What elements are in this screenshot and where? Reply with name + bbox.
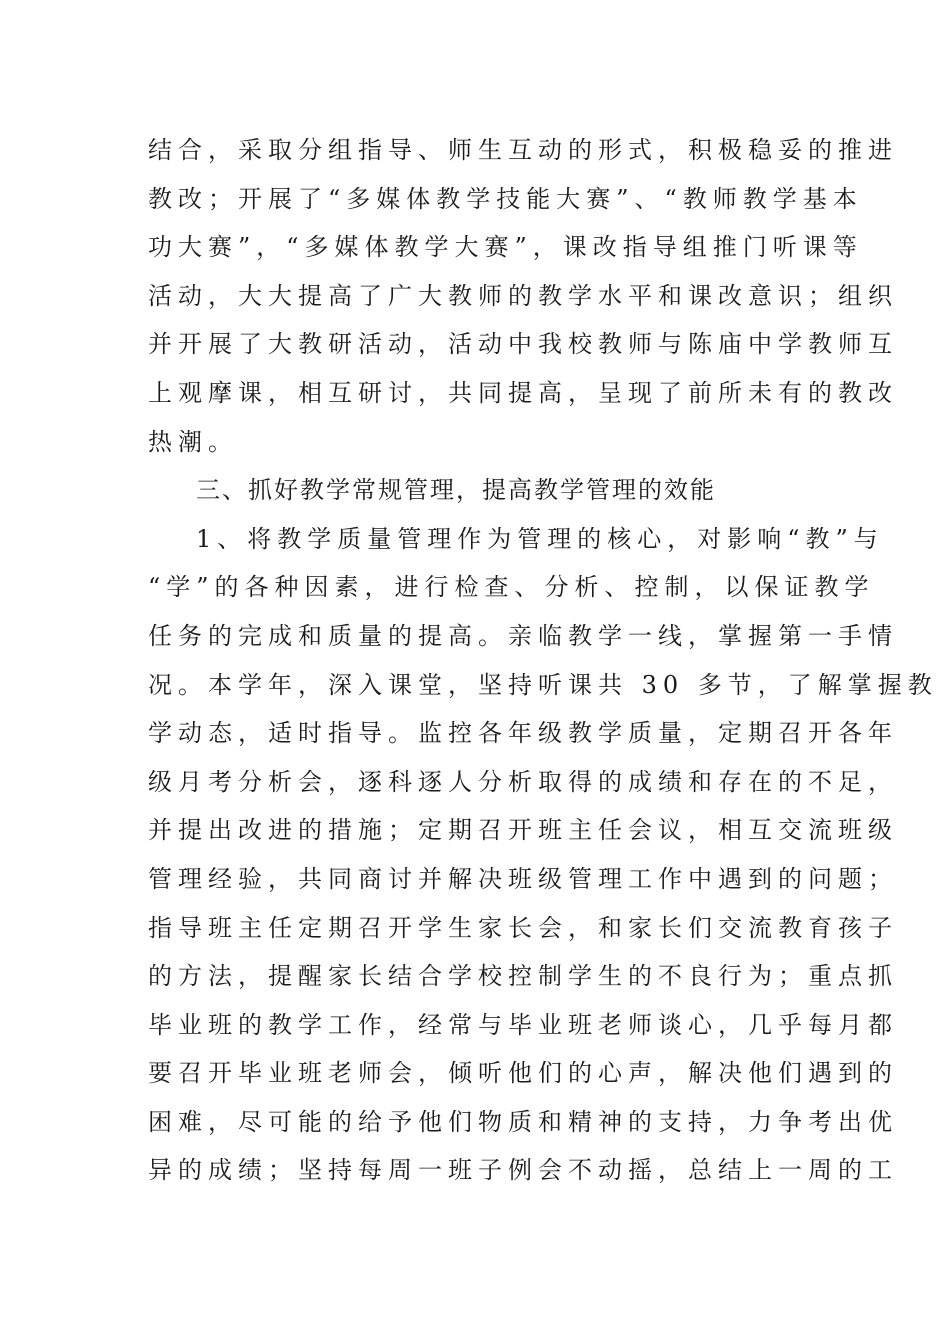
paragraph-2-line: 学动态，适时指导。监控各年级教学质量，定期召开各年 xyxy=(148,719,898,748)
paragraph-1-line: 并开展了大教研活动，活动中我校教师与陈庙中学教师互 xyxy=(148,330,898,359)
section-heading: 三、抓好教学常规管理，提高教学管理的效能 xyxy=(196,476,716,505)
paragraph-2-line: 异的成绩；坚持每周一班子例会不动摇，总结上一周的工 xyxy=(148,1156,898,1185)
paragraph-2-line: 级月考分析会，逐科逐人分析取得的成绩和存在的不足， xyxy=(148,767,898,796)
paragraph-1-line: 热潮。 xyxy=(148,427,238,456)
paragraph-2-line: 毕业班的教学工作，经常与毕业班老师谈心，几乎每月都 xyxy=(148,1010,898,1039)
paragraph-2-line: 1、将教学质量管理作为管理的核心，对影响“教”与 xyxy=(196,524,884,553)
paragraph-1-line: 上观摩课，相互研讨，共同提高，呈现了前所未有的教改 xyxy=(148,378,898,407)
paragraph-2-line: 管理经验，共同商讨并解决班级管理工作中遇到的问题； xyxy=(148,864,898,893)
paragraph-2-line: 要召开毕业班老师会，倾听他们的心声，解决他们遇到的 xyxy=(148,1059,898,1088)
paragraph-1-line: 活动，大大提高了广大教师的教学水平和课改意识；组织 xyxy=(148,281,898,310)
paragraph-2-line: 况。本学年，深入课堂，坚持听课共 30 多节，了解掌握教 xyxy=(148,670,938,699)
paragraph-2-line: “学”的各种因素，进行检查、分析、控制，以保证教学 xyxy=(148,573,875,602)
paragraph-2-line: 困难，尽可能的给予他们物质和精神的支持，力争考出优 xyxy=(148,1107,898,1136)
paragraph-2-line: 的方法，提醒家长结合学校控制学生的不良行为；重点抓 xyxy=(148,962,898,991)
paragraph-2-line: 并提出改进的措施；定期召开班主任会议，相互交流班级 xyxy=(148,816,898,845)
document-body xyxy=(148,126,938,1195)
paragraph-2-line: 指导班主任定期召开学生家长会，和家长们交流教育孩子 xyxy=(148,913,898,942)
paragraph-2-line: 任务的完成和质量的提高。亲临教学一线，掌握第一手情 xyxy=(148,621,898,650)
paragraph-1-line: 功大赛”，“多媒体教学大赛”，课改指导组推门听课等 xyxy=(148,233,863,262)
paragraph-1-line: 教改；开展了“多媒体教学技能大赛”、“教师教学基本 xyxy=(148,184,863,213)
paragraph-1-line: 结合，采取分组指导、师生互动的形式，积极稳妥的推进 xyxy=(148,136,898,164)
